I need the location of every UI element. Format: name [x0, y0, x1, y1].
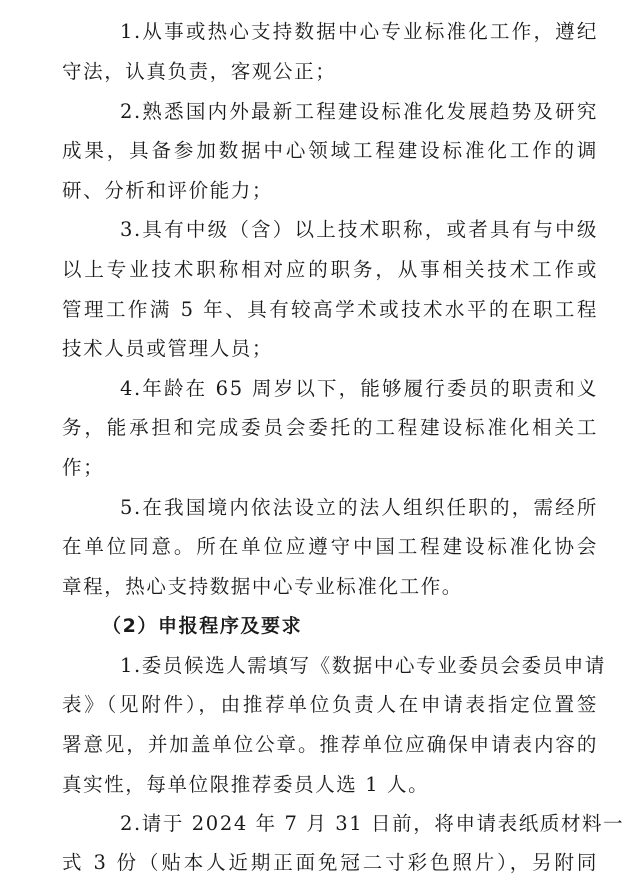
- item-5-line-1: 5.在我国境内依法设立的法人组织任职的，需经所: [120, 496, 598, 519]
- item-3-line-2: 以上专业技术职称相对应的职务，从事相关技术工作或: [62, 258, 598, 281]
- step-2-line-2: 式 3 份（贴本人近期正面免冠二寸彩色照片），另附同: [62, 851, 598, 874]
- item-4-line-3: 作；: [62, 456, 105, 479]
- section-heading: （2）申报程序及要求: [102, 615, 303, 637]
- step-1-line-2: 表》（见附件），由推荐单位负责人在申请表指定位置签: [62, 693, 598, 716]
- item-2-line-2: 成果，具备参加数据中心领域工程建设标准化工作的调: [62, 139, 598, 162]
- item-4-line-1: 4.年龄在 65 周岁以下，能够履行委员的职责和义: [120, 377, 598, 400]
- item-2-line-1: 2.熟悉国内外最新工程建设标准化发展趋势及研究: [120, 100, 598, 123]
- step-1-line-3: 署意见，并加盖单位公章。推荐单位应确保申请表内容的: [62, 733, 598, 756]
- item-2-line-3: 研、分析和评价能力；: [62, 179, 274, 202]
- item-3-line-1: 3.具有中级（含）以上技术职称，或者具有与中级: [120, 218, 598, 241]
- item-5-line-3: 章程，热心支持数据中心专业标准化工作。: [62, 575, 463, 598]
- item-5-line-2: 在单位同意。所在单位应遵守中国工程建设标准化协会: [62, 535, 598, 558]
- item-3-line-3: 管理工作满 5 年、具有较高学术或技术水平的在职工程: [62, 298, 598, 321]
- item-1-line-1: 1.从事或热心支持数据中心专业标准化工作，遵纪: [120, 20, 598, 43]
- step-2-line-1: 2.请于 2024 年 7 月 31 日前，将申请表纸质材料一: [120, 812, 625, 835]
- step-1-line-1: 1.委员候选人需填写《数据中心专业委员会委员申请: [120, 654, 607, 677]
- item-1-line-2: 守法，认真负责，客观公正；: [62, 60, 337, 83]
- item-4-line-2: 务，能承担和完成委员会委托的工程建设标准化相关工: [62, 416, 598, 439]
- item-3-line-4: 技术人员或管理人员；: [62, 337, 274, 360]
- step-1-line-4: 真实性，每单位限推荐委员人选 1 人。: [62, 773, 430, 796]
